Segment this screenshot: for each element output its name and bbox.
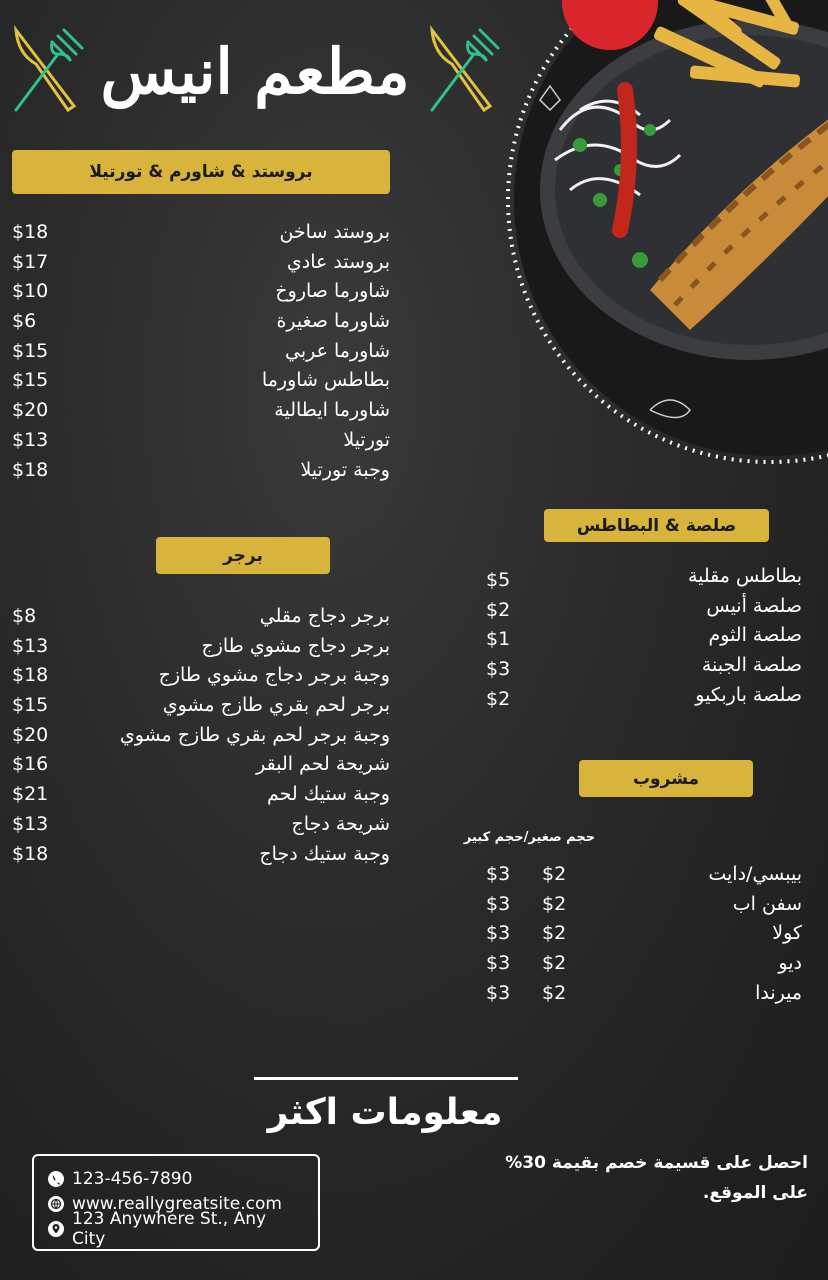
menu-item: بيبسي/دايت $2 $3 — [486, 863, 802, 885]
section-header-salad: صلصة & البطاطس — [544, 509, 769, 542]
menu-item: بروستد عادي $17 — [12, 250, 390, 273]
section-header-drinks: مشروب — [579, 760, 753, 797]
menu-item: صلصة الجبنة $3 — [486, 654, 802, 681]
menu-item: شريحة دجاج $13 — [12, 812, 390, 835]
promo-line: احصل على قسيمة خصم بقيمة 30% — [505, 1153, 808, 1173]
footer-divider — [254, 1077, 518, 1080]
menu-item: برجر دجاج مشوي طازج $13 — [12, 634, 390, 657]
phone-number: 123-456-7890 — [72, 1168, 193, 1189]
section-header-burger: برجر — [156, 537, 330, 574]
knife-fork-icon — [424, 24, 502, 114]
menu-item: وجبة ستيك لحم $21 — [12, 783, 390, 806]
contact-box — [32, 1154, 320, 1251]
menu-item: سفن اب $2 $3 — [486, 892, 802, 915]
address-text: 123 Anywhere St., Any City — [72, 1208, 267, 1249]
menu-item: برجر دجاج مقلي $8 — [12, 605, 390, 627]
drinks-menu-list — [486, 860, 802, 1008]
menu-item: صلصة أنيس $2 — [486, 594, 802, 621]
contact-phone[interactable] — [48, 1166, 304, 1191]
section-header-broasted: بروستد & شاورم & تورتيلا — [12, 150, 390, 194]
broasted-menu-list — [12, 218, 390, 485]
globe-icon — [48, 1196, 64, 1212]
restaurant-title: مطعم انيس — [100, 35, 410, 108]
website-url: www.reallygreatsite.com — [72, 1193, 282, 1214]
location-pin-icon — [48, 1221, 64, 1237]
contact-address[interactable] — [48, 1208, 304, 1249]
menu-item: شاورما صغيرة $6 — [12, 310, 390, 333]
menu-item: كولا $2 $3 — [486, 922, 802, 945]
menu-item: برجر لحم بقري طازج مشوي $15 — [12, 694, 390, 717]
menu-item: ميرندا $2 $3 — [486, 981, 802, 1004]
menu-item: تورتيلا $13 — [12, 428, 390, 451]
menu-item: شاورما ايطالية $20 — [12, 399, 390, 422]
promo-text — [470, 1148, 808, 1208]
menu-item: وجبة ستيك دجاج $18 — [12, 842, 390, 865]
menu-item: شاورما عربي $15 — [12, 339, 390, 362]
more-info-title: معلومات اكثر — [267, 1092, 503, 1133]
burger-menu-list — [12, 602, 390, 869]
phone-icon — [48, 1171, 64, 1187]
promo-line: على الموقع. — [702, 1183, 808, 1203]
knife-fork-icon — [8, 24, 86, 114]
drink-size-header: حجم صغير/حجم كبير — [463, 830, 596, 845]
salad-menu-list — [486, 562, 802, 710]
menu-item: بطاطس مقلية $5 — [486, 565, 802, 591]
menu-item: شريحة لحم البقر $16 — [12, 753, 390, 776]
food-plate-image — [500, 0, 828, 470]
menu-item: ديو $2 $3 — [486, 952, 802, 975]
menu-item: صلصة الثوم $1 — [486, 624, 802, 651]
menu-item: بطاطس شاورما $15 — [12, 369, 390, 392]
menu-item: صلصة باربكيو $2 — [486, 683, 802, 710]
menu-item: بروستد ساخن $18 — [12, 221, 390, 243]
menu-item: شاورما صاروخ $10 — [12, 280, 390, 303]
menu-item: وجبة تورتيلا $18 — [12, 458, 390, 481]
menu-item: وجبة برجر لحم بقري طازج مشوي $20 — [12, 723, 390, 746]
menu-item: وجبة برجر دجاج مشوي طازج $18 — [12, 664, 390, 687]
